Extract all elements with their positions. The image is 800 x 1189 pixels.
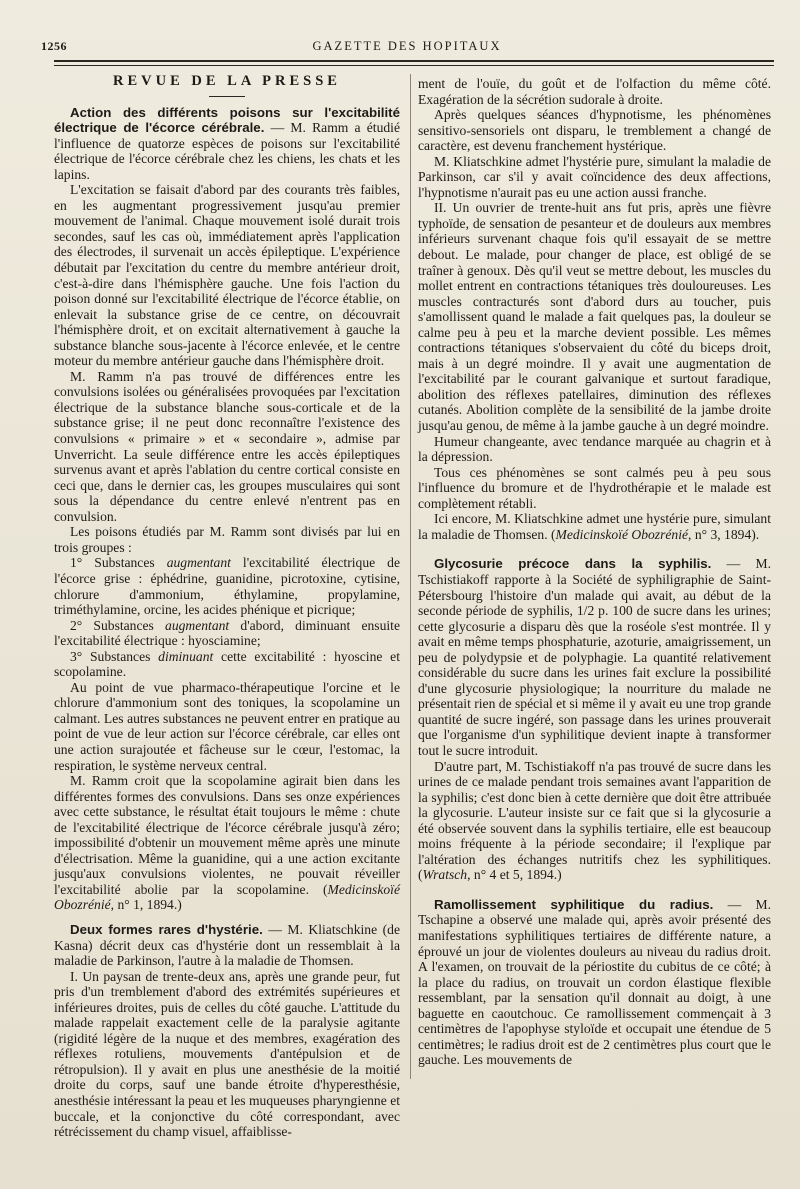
paragraph-continued: ment de l'ouïe, du goût et de l'olfaction du même côté. Exagération de la sécrétion sudorale à droite. — [418, 76, 771, 107]
section-rule — [209, 96, 245, 97]
paragraph: Au point de vue pharmaco-thérapeutique l'orcine et le chlorure d'ammonium sont des toniques, la scopolamine un calmant. Les autres substances ne peuvent entrer en pratique au point de vue de leur action sur l'écorce cérébrale, car elles ont une action surajoutée et fâcheuse sur le cœur, l'estomac, la respiration, le système nerveux central. — [54, 679, 400, 773]
paragraph: Ici encore, M. Kliatschkine admet une hystérie pure, simulant la maladie de Thomsen. (Medicinskoïé Obozrénié, n° 3, 1894). — [418, 511, 771, 542]
paragraph: M. Kliatschkine admet l'hystérie pure, simulant la maladie de Parkinson, car s'il y avait coïncidence des deux affections, l'hypnotisme n'aurait pas eu une action aussi franche. — [418, 153, 771, 200]
header-rule-thin — [54, 65, 774, 66]
paragraph: Tous ces phénomènes se sont calmés peu à peu sous l'influence du bromure et de l'hydrothérapie et le malade est complètement rétabli. — [418, 464, 771, 511]
paragraph: M. Ramm croit que la scopolamine agirait bien dans les différentes formes des convulsions. Dans ses onze expériences avec cette substance, le résultat était toujours le même : chute de l'excitabilité électrique de l'écorce cérébrale jusqu'à zéro; impossibilité d'obtenir un mouvement même après une minute d'électrisation. Même la guanidine, qui a une action excitante jusqu'aux convulsions violentes, ne pouvait réveiller l'excitabilité abolie par la scopolamine. (Medicinskoïé Obozrénié, n° 1, 1894.) — [54, 773, 400, 913]
right-column — [418, 76, 771, 1068]
header-rule-thick — [54, 60, 774, 62]
article-title: Action des différents poisons sur l'excitabilité électrique de l'écorce cérébrale. — [54, 104, 400, 136]
source-citation: Wratsch — [422, 867, 468, 883]
paragraph: II. Un ouvrier de trente-huit ans fut pris, après une fièvre typhoïde, de sensation de pesanteur et de douleurs aux membres inférieurs survenant chaque fois qu'il essayait de se mettre debout. Le malade, pour changer de place, est obligé de se traîner à genoux. Dès qu'il veut se mettre debout, les muscles du mollet entrent en contractions tétaniques très douloureuses. Les muscles contracturés sont d'abord durs au toucher, puis s'amollissent quand le malade a fait quelques pas, la douleur se calme peu à peu et la marche devient possible. Les mêmes contractions tétaniques s'observaient du côté du biceps droit, mais à un degré moindre. Il y avait une augmentation de l'excitabilité par le courant galvanique et surtout faradique, abolition des réflexes patellaires, diminution des réflexes cutanés. Abolition complète de la sensibilité de la jambe droite jusqu'au genou, de même à la jambe gauche à un degré moindre. — [418, 200, 771, 434]
paragraph: Humeur changeante, avec tendance marquée au chagrin et à la dépression. — [418, 433, 771, 465]
section-title: REVUE DE LA PRESSE — [113, 73, 341, 89]
source-citation: Medicinskoïé Obozrénié — [54, 881, 400, 913]
paragraph: L'excitation se faisait d'abord par des courants très faibles, en les augmentant progressivement jusqu'au premier mouvement de l'animal. Chaque mouvement isolé durait trois secondes, sauf les cas où, immédiatement après l'application des électrodes, il survenait un accès épileptique. L'expérience débutait par l'excitation du centre du membre antérieur droit, c'est-à-dire dans l'hémisphère gauche. Une fois l'action du poison donné sur l'excitabilité électrique de l'écorce établie, on enlevait la substance grise de ce centre, on découvrait l'hémisphère droit, et on excitait alternativement à gauche la substance blanche sous-jacente à l'écorce enlevée, et le centre moteur du membre antérieur gauche dans l'hémisphère droit. — [54, 182, 400, 369]
paragraph: I. Un paysan de trente-deux ans, après une grande peur, fut pris d'un tremblement d'abord des extrémités supérieures et inférieures droites, puis de celles du côté gauche. L'attitude du malade rappelait exactement celle de la paralysie agitante (rigidité légère de la nuque et des membres, exagération des réflexes rotuliens, mouvements d'antépulsion et de rétropulsion). Il y avait en plus une anesthésie de la moitié droite du corps, sauf une bande étroite d'hyperesthésie, anesthésie intéressant la peau et les muqueuses pharyngienne et buccale, et la conjonctive du côté correspondant, avec rétrécissement du champ visuel, affaiblisse- — [54, 968, 400, 1140]
source-citation: Medicinskoïé Obozrénié — [555, 526, 689, 542]
paragraph: M. Ramm n'a pas trouvé de différences entre les convulsions isolées ou généralisées provoquées par l'excitation électrique de la substance blanche sous-corticale et de la substance grise; il ne peut donc reconnaître l'existence des convulsions « primaire » et « secondaire », admise par Unverricht. La seule différence entre les accès épileptiques survenus avant et après l'ablation du centre cortical consiste en ceci que, dans le dernier cas, les groupes musculaires qui sont sous la dépendance du centre enlevé n'entrent pas en convulsion. — [54, 368, 400, 524]
paragraph: D'autre part, M. Tschistiakoff n'a pas trouvé de sucre dans les urines de ce malade pendant trois semaines avant l'apparition de la syphilis; c'est donc bien à cette dernière que doit être attribuée la glycosurie. L'auteur insiste sur ce fait que si la glycosurie a été observée souvent dans la syphilis tertiaire, elle est beaucoup moins fréquente à la période secondaire; il l'explique par l'altération des échanges nutritifs chez les syphilitiques. (Wratsch, n° 4 et 5, 1894.) — [418, 758, 771, 883]
article-excitabilite-intro: Action des différents poisons sur l'excitabilité électrique de l'écorce cérébrale. — M. Ramm a étudié l'influence de quatorze espèces de poisons sur l'excitabilité électrique de l'écorce cérébrale chez les chiens, les chats et les lapins. — [54, 104, 400, 182]
page-number: 1256 — [41, 39, 67, 53]
left-column — [54, 74, 400, 1140]
list-item: 3° Substances diminuant cette excitabilité : hyoscine et scopolamine. — [54, 648, 400, 680]
article-title: Ramollissement syphilitique du radius. — [434, 896, 714, 912]
paragraph: Les poisons étudiés par M. Ramm sont divisés par lui en trois groupes : — [54, 524, 400, 555]
article-glycosurie-intro: Glycosurie précoce dans la syphilis. — M. Tschistiakoff rapporte à la Société de syphiligraphie de Saint-Pétersbourg l'histoire d'un malade qui avait, au début de la seconde période de syphilis, 1/2 p. 100 de sucre dans les urines; cette glycosurie a disparu dès que la roséole s'est montrée. Il y avait en même temps phosphaturie, azoturie, amaigrissement, un peu de polydypsie et de polyphagie. La quantité relativement considérable du sucre dans les urines fait exclure la possibilité d'une glycosurie physiologique; la nourriture du malade ne présentait rien de spécial et si même il y avait eu une trop grande quantité de sucre ingéré, son passage dans les urines prouverait que l'organisme d'un syphilitique devient inapte à transformer tout le sucre introduit. — [418, 556, 771, 758]
list-item: 1° Substances augmentant l'excitabilité électrique de l'écorce grise : éphédrine, guanidine, picrotoxine, cytisine, chlorure d'ammonium, éthylamine, propylamine, triméthylamine, orcine, les acides phénique et picrique; — [54, 555, 400, 618]
list-item: 2° Substances augmentant d'abord, diminuant ensuite l'excitabilité électrique : hyosciamine; — [54, 617, 400, 649]
journal-title: GAZETTE DES HOPITAUX — [312, 39, 502, 53]
article-title: Glycosurie précoce dans la syphilis. — [434, 556, 712, 572]
article-hysterie-intro: Deux formes rares d'hystérie. — M. Kliatschkine (de Kasna) décrit deux cas d'hystérie dont un ressemblait à la maladie de Parkinson, l'autre à la maladie de Thomsen. — [54, 921, 400, 969]
article-radius-intro: Ramollissement syphilitique du radius. — M. Tschapine a observé une malade qui, après avoir présenté des manifestations syphilitiques tertiaires de différente nature, a éprouvé un jour de violentes douleurs au niveau du radius droit. A l'examen, on trouvait de la périostite du cubitus de ce côté; à la place du radius, on trouvait un cordon élastique flexible ressemblant, par la sensation qu'il donnait au doigt, à une baguette en caoutchouc. Ce ramollissement commençait à 3 centimètres de l'apophyse styloïde et occupait une étendue de 5 centimètres; le radius droit est de 2 centimètres plus court que le gauche. Les mouvements de — [418, 896, 771, 1068]
paragraph: Après quelques séances d'hypnotisme, les phénomènes sensitivo-sensoriels ont disparu, le tremblement a changé de caractère, est devenu franchement hystérique. — [418, 107, 771, 154]
article-title: Deux formes rares d'hystérie. — [70, 921, 263, 937]
page-header — [38, 30, 776, 56]
column-divider — [410, 74, 411, 1079]
